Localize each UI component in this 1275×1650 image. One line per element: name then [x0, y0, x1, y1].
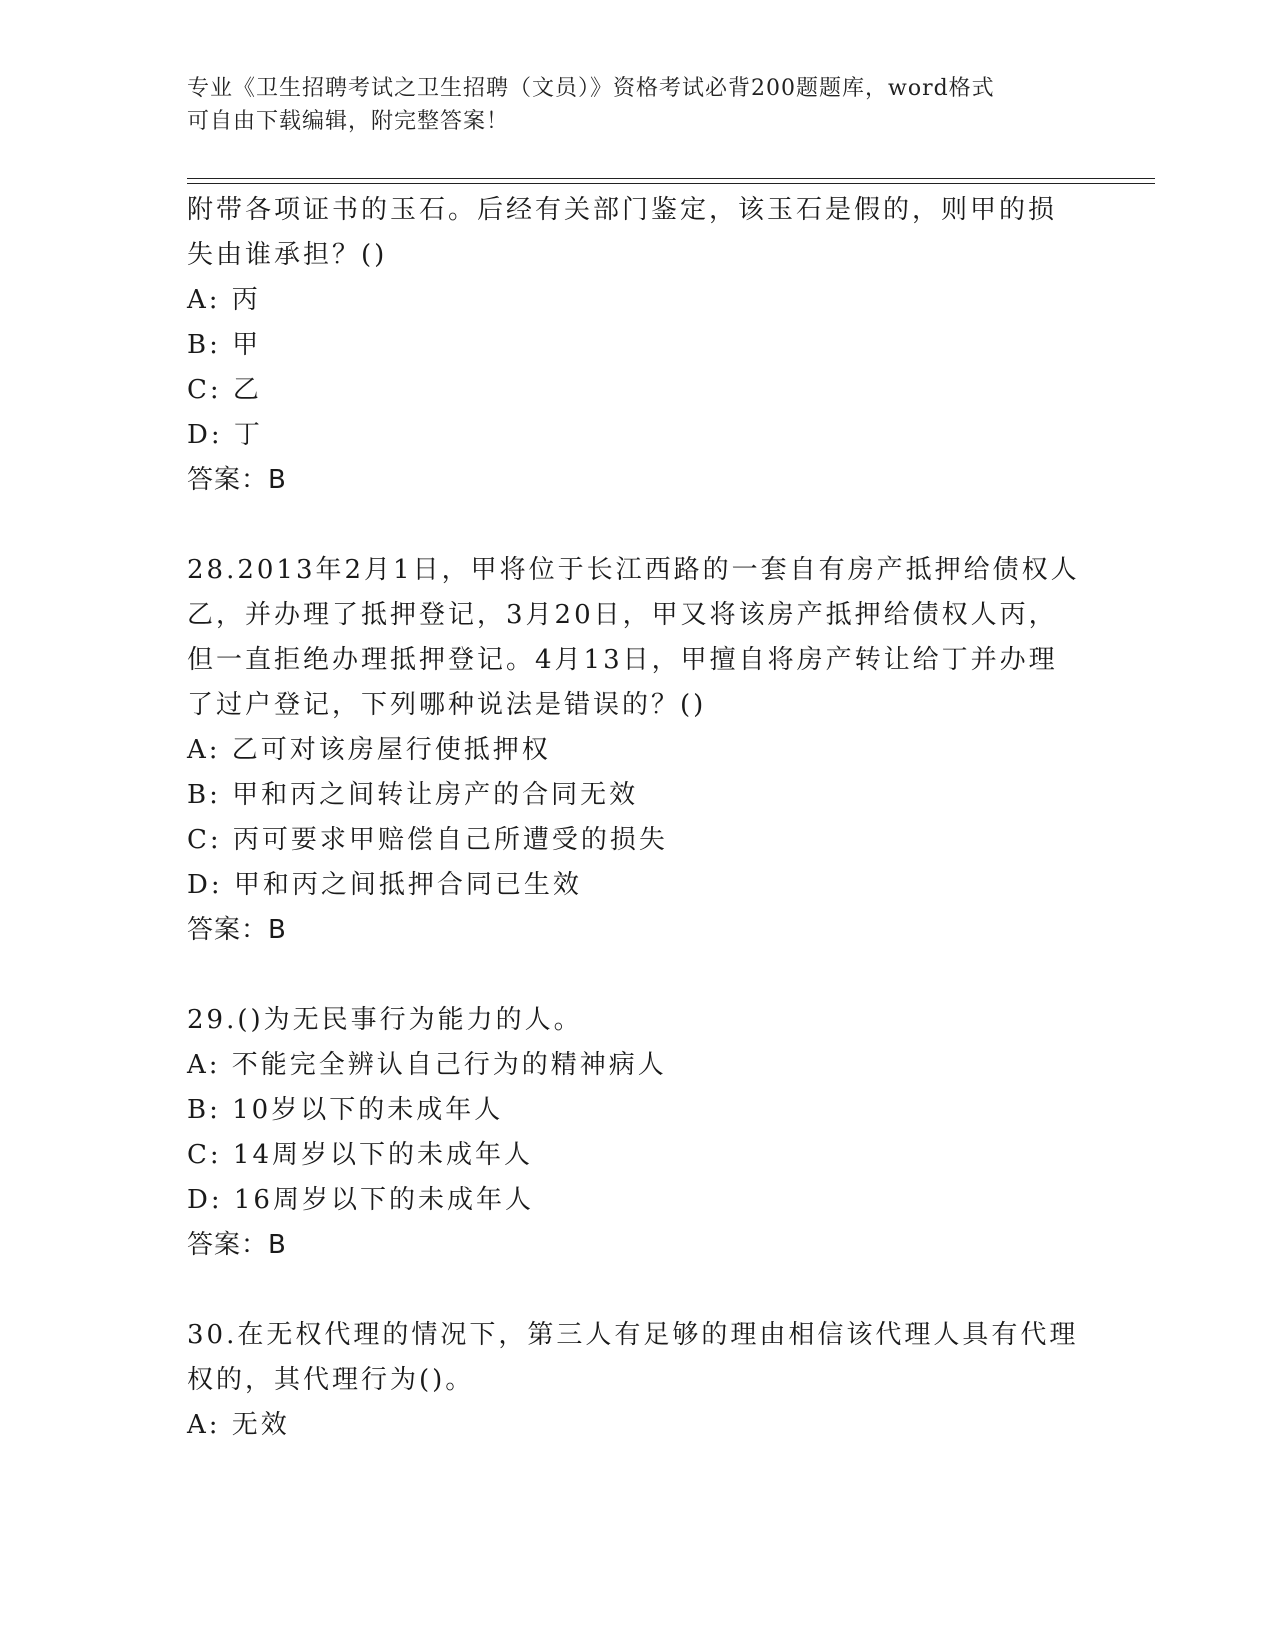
question-block [187, 188, 1087, 503]
question-text-line: 但一直拒绝办理抵押登记。4月13日，甲擅自将房产转让给丁并办理 [187, 645, 1058, 675]
answer-line: 答案：B [187, 465, 287, 495]
question-text-line: 乙，并办理了抵押登记，3月20日，甲又将该房产抵押给债权人丙， [187, 600, 1058, 630]
question-text-line: 28.2013年2月1日，甲将位于长江西路的一套自有房产抵押给债权人 [187, 555, 1080, 585]
question-block [187, 1313, 1087, 1448]
answer-line: 答案：B [187, 1230, 287, 1260]
header-divider-bottom [187, 183, 1155, 184]
question-text-line: 30.在无权代理的情况下，第三人有足够的理由相信该代理人具有代理 [187, 1320, 1079, 1350]
header-title-line-1: 专业《卫生招聘考试之卫生招聘（文员）》资格考试必背200题题库，word格式 [187, 76, 995, 101]
option-b: B: 甲和丙之间转让房产的合同无效 [187, 780, 639, 810]
option-d: D: 甲和丙之间抵押合同已生效 [187, 870, 582, 900]
question-text-line: 失由谁承担？() [187, 240, 388, 270]
answer-line: 答案：B [187, 915, 287, 945]
option-d: D: 丁 [187, 420, 263, 450]
header-title-line-2: 可自由下载编辑，附完整答案！ [187, 109, 510, 134]
option-c: C: 14周岁以下的未成年人 [187, 1140, 534, 1170]
option-a: A: 无效 [187, 1410, 290, 1440]
question-block [187, 998, 1087, 1268]
question-text-line: 了过户登记，下列哪种说法是错误的？() [187, 690, 707, 720]
option-a: A: 不能完全辨认自己行为的精神病人 [187, 1050, 667, 1080]
option-b: B: 10岁以下的未成年人 [187, 1095, 504, 1125]
option-a: A: 丙 [187, 285, 261, 315]
option-d: D: 16周岁以下的未成年人 [187, 1185, 534, 1215]
question-list [187, 188, 1087, 1448]
question-text-line: 29.()为无民事行为能力的人。 [187, 1005, 583, 1035]
option-a: A: 乙可对该房屋行使抵押权 [187, 735, 551, 765]
option-c: C: 乙 [187, 375, 262, 405]
header-divider-top [187, 178, 1155, 179]
option-b: B: 甲 [187, 330, 262, 360]
question-block [187, 548, 1087, 953]
question-text-line: 权的，其代理行为()。 [187, 1365, 475, 1395]
document-header [187, 72, 1067, 138]
question-text-line: 附带各项证书的玉石。后经有关部门鉴定，该玉石是假的，则甲的损 [187, 195, 1058, 225]
option-c: C: 丙可要求甲赔偿自己所遭受的损失 [187, 825, 668, 855]
